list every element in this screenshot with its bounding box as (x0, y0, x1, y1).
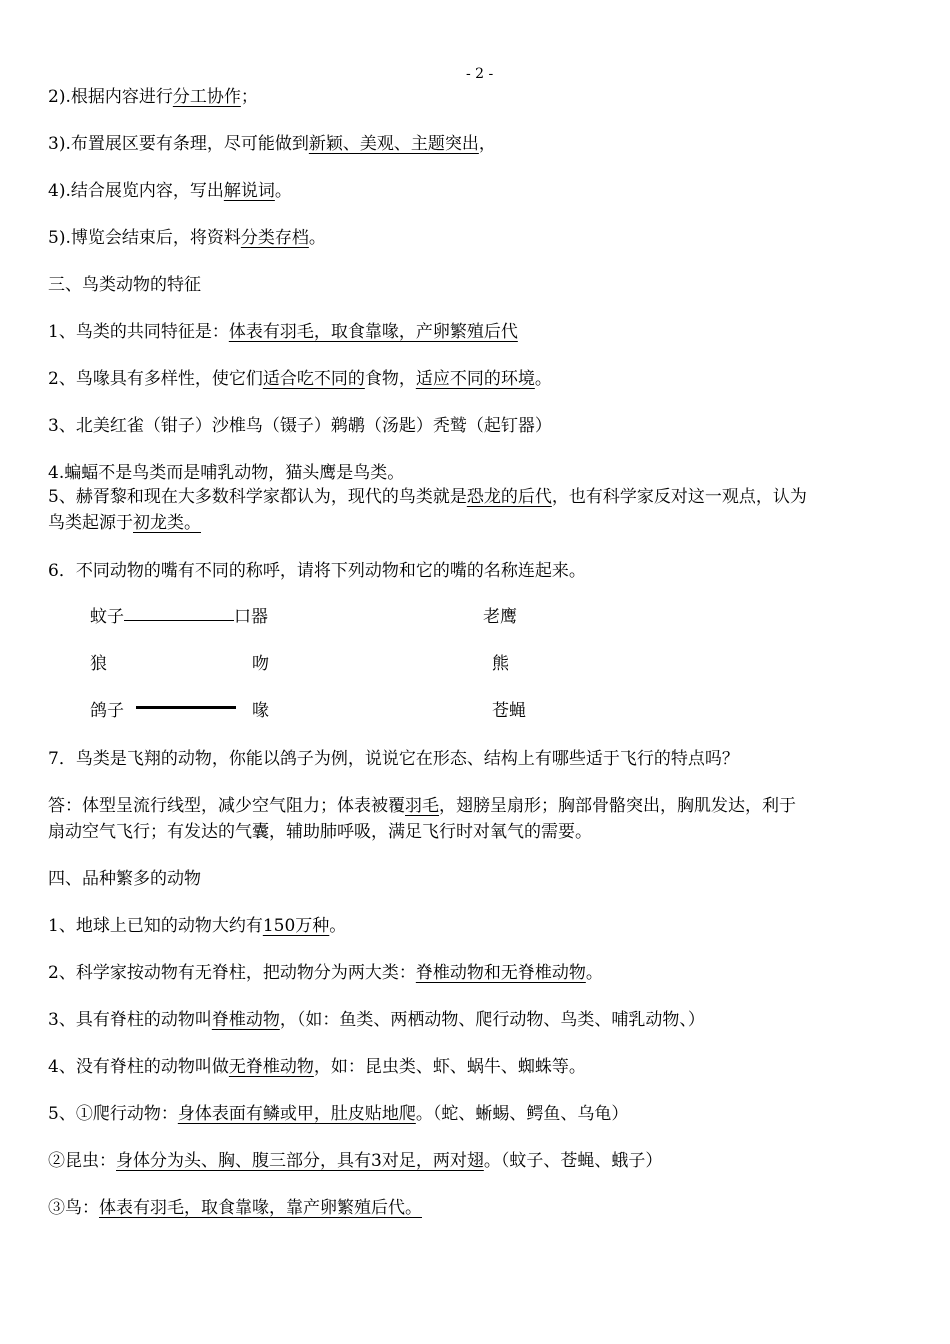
text: ②昆虫： (48, 1151, 116, 1171)
answer-underlined: 初龙类。 (133, 513, 201, 533)
text: 5、赫胥黎和现在大多数科学家都认为，现代的鸟类就是 (48, 487, 467, 507)
section-heading: 四、品种繁多的动物 (48, 869, 201, 889)
text: ，如：昆虫类、虾、蜗牛、蜘蛛等。 (313, 1057, 586, 1077)
text: 。 (534, 369, 552, 389)
text-line (48, 1056, 586, 1078)
text-line (48, 1197, 422, 1219)
answer-underlined: 体表有羽毛，取食靠喙，产卵繁殖后代 (228, 322, 518, 342)
text: ③鸟： (48, 1198, 99, 1218)
text: ，也有科学家反对这一观点，认为 (551, 487, 807, 507)
text: 3、具有脊柱的动物叫 (48, 1010, 212, 1030)
answer-underlined: 分工协作 (172, 87, 241, 107)
text: ， (478, 134, 496, 154)
text-line (48, 133, 496, 155)
text-line (48, 180, 292, 202)
page-number: - 2 - (466, 66, 494, 82)
text: 4、没有脊柱的动物叫做 (48, 1057, 229, 1077)
text: 鸟类起源于 (48, 513, 133, 533)
match-middle-item: 口器 (234, 607, 268, 627)
text-line: 4.蝙蝠不是鸟类而是哺乳动物，猫头鹰是鸟类。 (48, 463, 405, 483)
answer-underlined: 分类存档 (240, 228, 309, 248)
match-right-item: 老鹰 (483, 607, 517, 627)
match-right-item: 熊 (492, 654, 509, 674)
match-left-item: 狼 (90, 654, 107, 674)
text: 5、①爬行动物： (48, 1104, 178, 1124)
answer-underlined: 150万种 (262, 916, 330, 936)
text-line (48, 512, 201, 534)
text: 2、鸟喙具有多样性，使它们 (48, 369, 263, 389)
text-line (48, 368, 552, 390)
text: 。 (274, 181, 292, 201)
answer-underlined: 适应不同的环境 (415, 369, 535, 389)
text: 3).布置展区要有条理，尽可能做到 (48, 134, 309, 154)
answer-underlined: 身体表面有鳞或甲，肚皮贴地爬 (177, 1104, 416, 1124)
text-line (48, 86, 258, 108)
text: 1、地球上已知的动物大约有 (48, 916, 263, 936)
text: ，翅膀呈扇形；胸部骨骼突出，胸肌发达，利于 (439, 796, 796, 816)
text-line: 扇动空气飞行；有发达的气囊，辅助肺呼吸，满足飞行时对氧气的需要。 (48, 822, 592, 842)
answer-underlined: 解说词 (223, 181, 275, 201)
question-7: 7．鸟类是飞翔的动物，你能以鸽子为例，说说它在形态、结构上有哪些适于飞行的特点吗？ (48, 749, 739, 769)
text-line (48, 1150, 662, 1172)
text: 5).博览会结束后，将资料 (48, 228, 241, 248)
answer-underlined: 身体分为头、胸、腹三部分，具有3对足，两对翅 (116, 1151, 484, 1171)
text-line (48, 795, 796, 817)
answer-underlined: 羽毛 (405, 796, 439, 816)
question-6: 6．不同动物的嘴有不同的称呼，请将下列动物和它的嘴的名称连起来。 (48, 561, 586, 581)
text-line: 3、北美红雀（钳子）沙椎鸟（镊子）鹈鹕（汤匙）秃鹫（起钉器） (48, 416, 552, 436)
match-right-item: 苍蝇 (492, 701, 526, 721)
text-line (48, 1009, 705, 1031)
text: 2).根据内容进行 (48, 87, 173, 107)
text: ，（如：鱼类、两栖动物、爬行动物、鸟类、哺乳动物、） (279, 1010, 705, 1030)
text-line (48, 915, 346, 937)
section-heading: 三、鸟类动物的特征 (48, 275, 201, 295)
text: 4).结合展览内容，写出 (48, 181, 224, 201)
answer-underlined: 脊椎动物和无脊椎动物 (415, 963, 586, 983)
answer-underlined: 新颖、美观、主题突出 (308, 134, 479, 154)
text: 食物， (364, 369, 416, 389)
match-left-item: 蚊子 (90, 607, 124, 627)
text: 1、鸟类的共同特征是： (48, 322, 229, 342)
answer-underlined: 适合吃不同的 (262, 369, 365, 389)
text: 答：体型呈流行线型，减少空气阻力；体表被覆 (48, 796, 405, 816)
text-line (48, 227, 326, 249)
text-line (48, 1103, 628, 1125)
text: ； (240, 87, 258, 107)
text-line (48, 486, 807, 508)
text: 。（蚊子、苍蝇、蛾子） (483, 1151, 663, 1171)
answer-underlined: 恐龙的后代 (466, 487, 552, 507)
match-left-item: 鸽子 (90, 701, 124, 721)
match-middle-item: 喙 (252, 701, 269, 721)
match-middle-item: 吻 (252, 654, 269, 674)
answer-underlined: 无脊椎动物 (228, 1057, 314, 1077)
answer-underlined: 脊椎动物 (211, 1010, 280, 1030)
match-connector-line (136, 706, 236, 709)
text: 。 (585, 963, 603, 983)
text: 2、科学家按动物有无脊柱，把动物分为两大类： (48, 963, 416, 983)
text-line (48, 962, 603, 984)
text-line (48, 321, 518, 343)
text: 。 (329, 916, 347, 936)
match-connector-line (124, 620, 234, 621)
answer-underlined: 体表有羽毛，取食靠喙，靠产卵繁殖后代。 (99, 1198, 422, 1218)
text: 。（蛇、蜥蜴、鳄鱼、乌龟） (415, 1104, 629, 1124)
text: 。 (308, 228, 326, 248)
